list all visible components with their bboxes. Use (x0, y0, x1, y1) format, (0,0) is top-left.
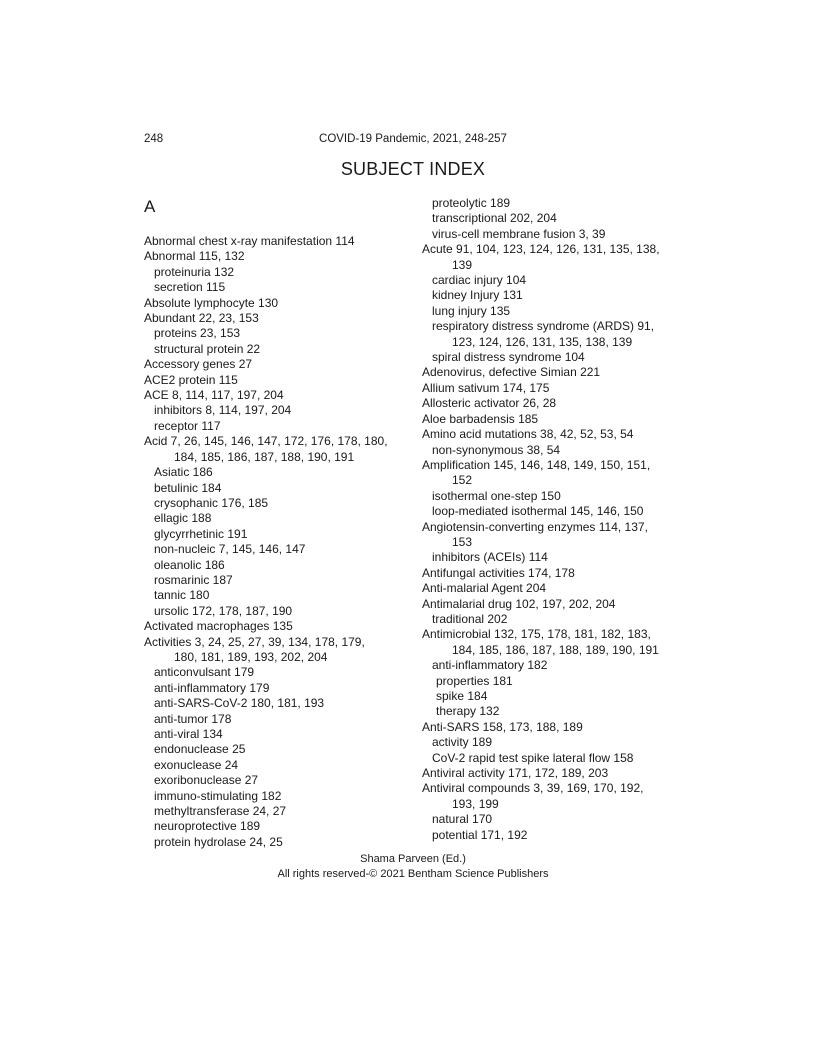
index-subentry: anti-inflammatory 182 (432, 658, 548, 673)
running-head: COVID-19 Pandemic, 2021, 248-257 (319, 133, 507, 145)
index-subentry: transcriptional 202, 204 (432, 211, 557, 226)
index-entry: Antiviral compounds 3, 39, 169, 170, 192, (422, 781, 644, 796)
index-subentry: spiral distress syndrome 104 (432, 350, 585, 365)
index-entry-continuation: 153 (452, 534, 473, 549)
index-subentry: exoribonuclease 27 (154, 773, 259, 788)
footer-rights: All rights reserved-© 2021 Bentham Science Publishers (277, 868, 549, 880)
index-column-right (422, 196, 682, 843)
index-entry: Amino acid mutations 38, 42, 52, 53, 54 (422, 427, 634, 442)
index-entry: Anti-SARS 158, 173, 188, 189 (422, 719, 583, 734)
index-column-left (144, 234, 414, 850)
index-entry: Activated macrophages 135 (144, 619, 293, 634)
index-entry: Adenovirus, defective Simian 221 (422, 365, 601, 380)
index-subentry: ursolic 172, 178, 187, 190 (154, 603, 293, 618)
index-subentry: activity 189 (432, 735, 493, 750)
index-entry: Activities 3, 24, 25, 27, 39, 134, 178, 179, (144, 634, 365, 649)
index-entry: Accessory genes 27 (144, 357, 253, 372)
index-subentry: CoV-2 rapid test spike lateral flow 158 (432, 750, 634, 765)
index-entry: Aloe barbadensis 185 (422, 411, 539, 426)
index-entry: Absolute lymphocyte 130 (144, 295, 279, 310)
index-subentry: ellagic 188 (154, 511, 212, 526)
index-entry: Abnormal chest x-ray manifestation 114 (144, 234, 355, 248)
index-subentry: immuno-stimulating 182 (154, 788, 282, 803)
index-entry: Acute 91, 104, 123, 124, 126, 131, 135, 138, (422, 242, 660, 257)
index-subentry: proteins 23, 153 (154, 326, 241, 341)
index-subentry: proteinuria 132 (154, 264, 235, 279)
page-title: SUBJECT INDEX (340, 159, 486, 179)
index-subentry: anti-tumor 178 (154, 711, 232, 726)
index-entry-continuation: 123, 124, 126, 131, 135, 138, 139 (452, 334, 633, 349)
index-subentry: respiratory distress syndrome (ARDS) 91, (432, 319, 655, 334)
index-entry-continuation: 152 (452, 473, 473, 488)
index-subentry: loop-mediated isothermal 145, 146, 150 (432, 504, 644, 519)
index-subentry: methyltransferase 24, 27 (154, 804, 287, 819)
page-number: 248 (144, 133, 164, 145)
index-subentry: properties 181 (436, 673, 513, 688)
index-entry-continuation: 184, 185, 186, 187, 188, 190, 191 (174, 449, 355, 464)
index-entry: Abnormal 115, 132 (144, 249, 245, 264)
index-subentry: glycyrrhetinic 191 (154, 526, 248, 541)
index-entry: Antifungal activities 174, 178 (422, 565, 575, 580)
index-entry: Amplification 145, 146, 148, 149, 150, 151, (422, 457, 651, 472)
index-entry: Antimalarial drug 102, 197, 202, 204 (422, 596, 616, 611)
index-subentry: potential 171, 192 (432, 827, 528, 842)
index-subentry: natural 170 (432, 812, 493, 827)
index-entry: Antiviral activity 171, 172, 189, 203 (422, 766, 609, 781)
index-subentry: rosmarinic 187 (154, 572, 233, 587)
index-subentry: inhibitors 8, 114, 197, 204 (154, 403, 292, 418)
index-entry: ACE 8, 114, 117, 197, 204 (144, 388, 284, 403)
index-subentry: Asiatic 186 (154, 465, 213, 480)
index-subentry: anti-viral 134 (154, 727, 223, 741)
index-subentry: structural protein 22 (154, 341, 261, 356)
index-entry: Angiotensin-converting enzymes 114, 137, (422, 519, 648, 534)
index-subentry: tannic 180 (154, 588, 210, 603)
index-subentry: neuroprotective 189 (154, 819, 261, 834)
index-subentry: kidney Injury 131 (432, 288, 523, 303)
index-subentry: non-nucleic 7, 145, 146, 147 (154, 542, 306, 557)
section-letter: A (144, 197, 156, 216)
index-subentry: lung injury 135 (432, 303, 511, 318)
index-subentry: virus-cell membrane fusion 3, 39 (432, 226, 606, 241)
index-subentry: anti-SARS-CoV-2 180, 181, 193 (154, 696, 325, 711)
index-entry-continuation: 180, 181, 189, 193, 202, 204 (174, 649, 328, 664)
index-entry: Acid 7, 26, 145, 146, 147, 172, 176, 178, 180, (144, 434, 388, 449)
index-subentry: endonuclease 25 (154, 742, 246, 757)
index-entry: Abundant 22, 23, 153 (144, 311, 259, 326)
index-subentry: cardiac injury 104 (432, 273, 527, 288)
footer-editor: Shama Parveen (Ed.) (360, 853, 466, 865)
index-entry-continuation: 193, 199 (452, 796, 499, 811)
index-subentry: therapy 132 (436, 704, 500, 719)
index-subentry: betulinic 184 (154, 480, 222, 495)
index-subentry: secretion 115 (154, 280, 226, 295)
index-subentry: protein hydrolase 24, 25 (154, 834, 283, 849)
index-subentry: anticonvulsant 179 (154, 665, 255, 680)
index-subentry: non-synonymous 38, 54 (432, 442, 561, 457)
index-subentry: traditional 202 (432, 611, 508, 626)
index-subentry: spike 184 (436, 689, 488, 703)
index-entry-continuation: 139 (452, 257, 473, 272)
index-entry: Allosteric activator 26, 28 (422, 396, 557, 411)
index-entry-continuation: 184, 185, 186, 187, 188, 189, 190, 191 (452, 642, 659, 657)
index-subentry: inhibitors (ACEIs) 114 (432, 550, 548, 565)
index-entry: Anti-malarial Agent 204 (422, 581, 547, 596)
index-entry: Allium sativum 174, 175 (422, 380, 550, 395)
index-entry: Antimicrobial 132, 175, 178, 181, 182, 183, (422, 627, 651, 642)
index-subentry: oleanolic 186 (154, 557, 225, 572)
index-subentry: receptor 117 (154, 418, 221, 433)
index-subentry: crysophanic 176, 185 (154, 495, 269, 510)
index-subentry: proteolytic 189 (432, 196, 511, 210)
index-entry: ACE2 protein 115 (144, 372, 238, 387)
index-subentry: exonuclease 24 (154, 757, 239, 772)
index-subentry: isothermal one-step 150 (432, 488, 561, 503)
index-subentry: anti-inflammatory 179 (154, 680, 270, 695)
